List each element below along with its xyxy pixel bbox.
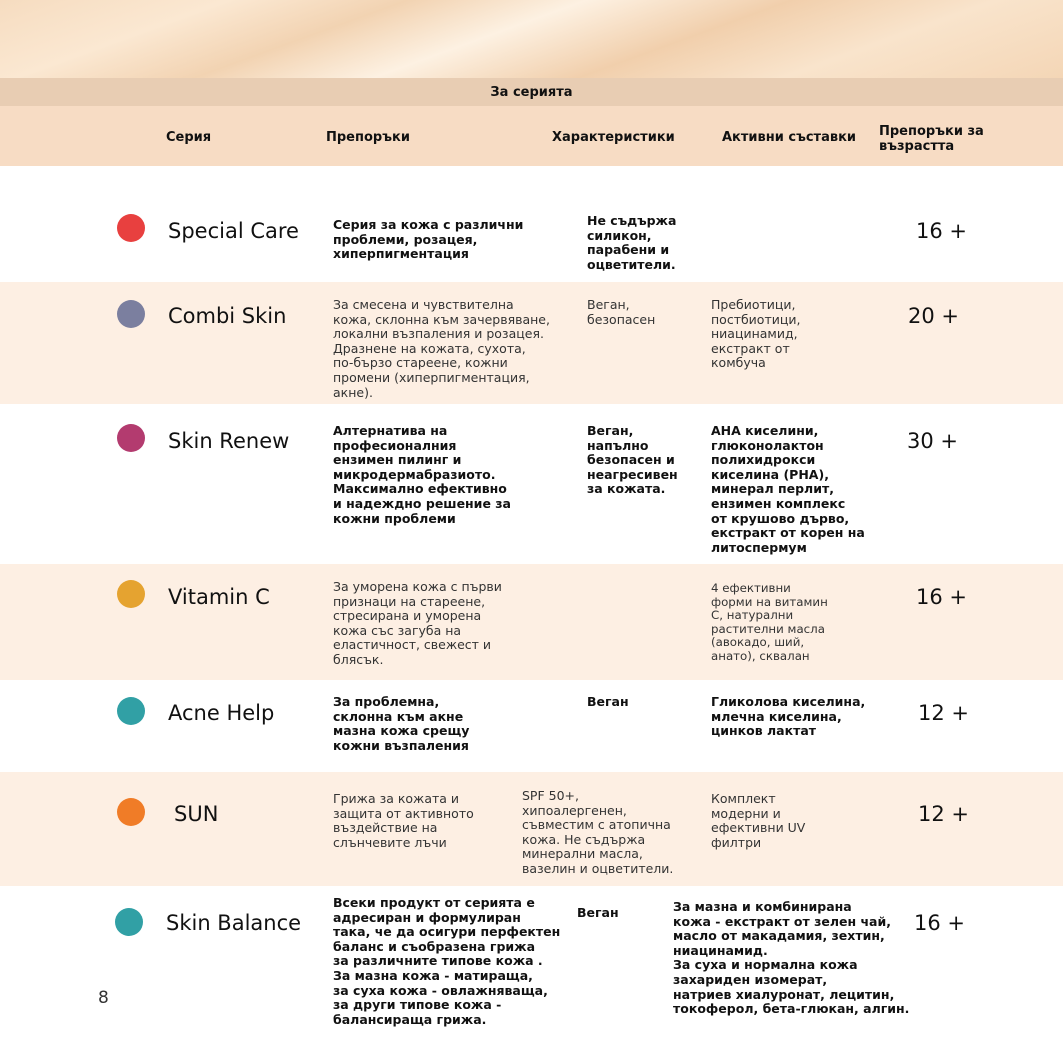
series-name: SUN [174, 802, 219, 826]
header-age: Препоръки за възрастта [879, 124, 984, 154]
series-name: Skin Balance [166, 911, 302, 935]
header-series: Серия [166, 130, 212, 145]
table-row [0, 680, 1063, 772]
series-color-dot [117, 798, 145, 826]
table-row [0, 772, 1063, 886]
decorative-banner [0, 0, 1063, 78]
recommendations-cell: За смесена и чувствителна кожа, склонна към зачервяване, локални възпаления и розацея. Дразнене на кожата, сухота, по-бързо стареене, кожни промени (хиперпигментация, акне). [333, 297, 550, 400]
series-name: Combi Skin [168, 304, 287, 328]
recommendations-cell: За уморена кожа с първи признаци на стареене, стресирана и уморена кожа със загуба на еластичност, свежест и блясък. [333, 579, 502, 667]
table-row [0, 886, 1063, 1036]
series-color-dot [115, 908, 143, 936]
table-row [0, 166, 1063, 282]
active-ingredients-cell: AHA киселини, глюконолактон полихидрокси киселина (PHA), минерал перлит, ензимен комплекс от крушово дърво, екстракт от корен на литоспермум [711, 423, 865, 555]
series-color-dot [117, 697, 145, 725]
series-color-dot [117, 424, 145, 452]
series-name: Vitamin C [168, 585, 270, 609]
active-ingredients-cell: Комплект модерни и ефективни UV филтри [711, 791, 806, 850]
age-recommendation: 12 + [918, 802, 969, 826]
characteristics-cell: Веган, напълно безопасен и неагресивен за кожата. [587, 423, 678, 497]
active-ingredients-cell: За мазна и комбинирана кожа - екстракт от зелен чай, масло от макадамия, зехтин, ниацинамид. За суха и нормална кожа захариден изомерат, натриев хиалуронат, лецитин, токоферол, бета-глюкан, алгин. [673, 899, 910, 1017]
recommendations-cell: Всеки продукт от серията е адресиран и формулиран така, че да осигури перфектен баланс и съобразена грижа за различните типове кожа . За мазна кожа - матираща, за суха кожа - овлажняваща, за други типове кожа - балансираща грижа. [333, 895, 561, 1027]
header-recommendations: Препоръки [326, 130, 410, 145]
page-number: 8 [98, 988, 109, 1008]
series-color-dot [117, 214, 145, 242]
table-row [0, 404, 1063, 564]
series-name: Acne Help [168, 701, 275, 725]
characteristics-cell: SPF 50+, хипоалергенен, съвместим с атопична кожа. Не съдържа минерални масла, вазелин и оцветители. [522, 788, 674, 876]
characteristics-cell: Веган, безопасен [587, 297, 656, 327]
active-ingredients-cell: Пребиотици, постбиотици, ниацинамид, екстракт от комбуча [711, 297, 801, 371]
series-name: Special Care [168, 219, 299, 243]
age-recommendation: 16 + [916, 219, 967, 243]
series-color-dot [117, 300, 145, 328]
table-header [0, 106, 1063, 166]
series-color-dot [117, 580, 145, 608]
active-ingredients-cell: 4 ефективни форми на витамин C, натурални растителни масла (авокадо, ший, анато), сквалан [711, 581, 828, 663]
age-recommendation: 30 + [907, 429, 958, 453]
active-ingredients-cell: Гликолова киселина, млечна киселина, цинков лактат [711, 694, 866, 739]
recommendations-cell: За проблемна, склонна към акне мазна кожа срещу кожни възпаления [333, 694, 470, 753]
header-characteristics: Характеристики [552, 130, 675, 145]
series-name: Skin Renew [168, 429, 290, 453]
table-row [0, 564, 1063, 680]
recommendations-cell: Грижа за кожата и защита от активното въздействие на слънчевите лъчи [333, 791, 474, 850]
age-recommendation: 12 + [918, 701, 969, 725]
characteristics-cell: Веган [577, 905, 619, 920]
age-recommendation: 20 + [908, 304, 959, 328]
recommendations-cell: Серия за кожа с различни проблеми, розацея, хиперпигментация [333, 217, 524, 262]
characteristics-cell: Веган [587, 694, 629, 709]
header-active-ingredients: Активни съставки [722, 130, 857, 145]
characteristics-cell: Не съдържа силикон, парабени и оцветители. [587, 213, 677, 272]
age-recommendation: 16 + [914, 911, 965, 935]
age-recommendation: 16 + [916, 585, 967, 609]
table-row [0, 282, 1063, 404]
recommendations-cell: Алтернатива на професионалния ензимен пилинг и микродермабразиото. Максимално ефективно и надеждно решение за кожни проблеми [333, 423, 511, 526]
table-title: За серията [0, 78, 1063, 106]
